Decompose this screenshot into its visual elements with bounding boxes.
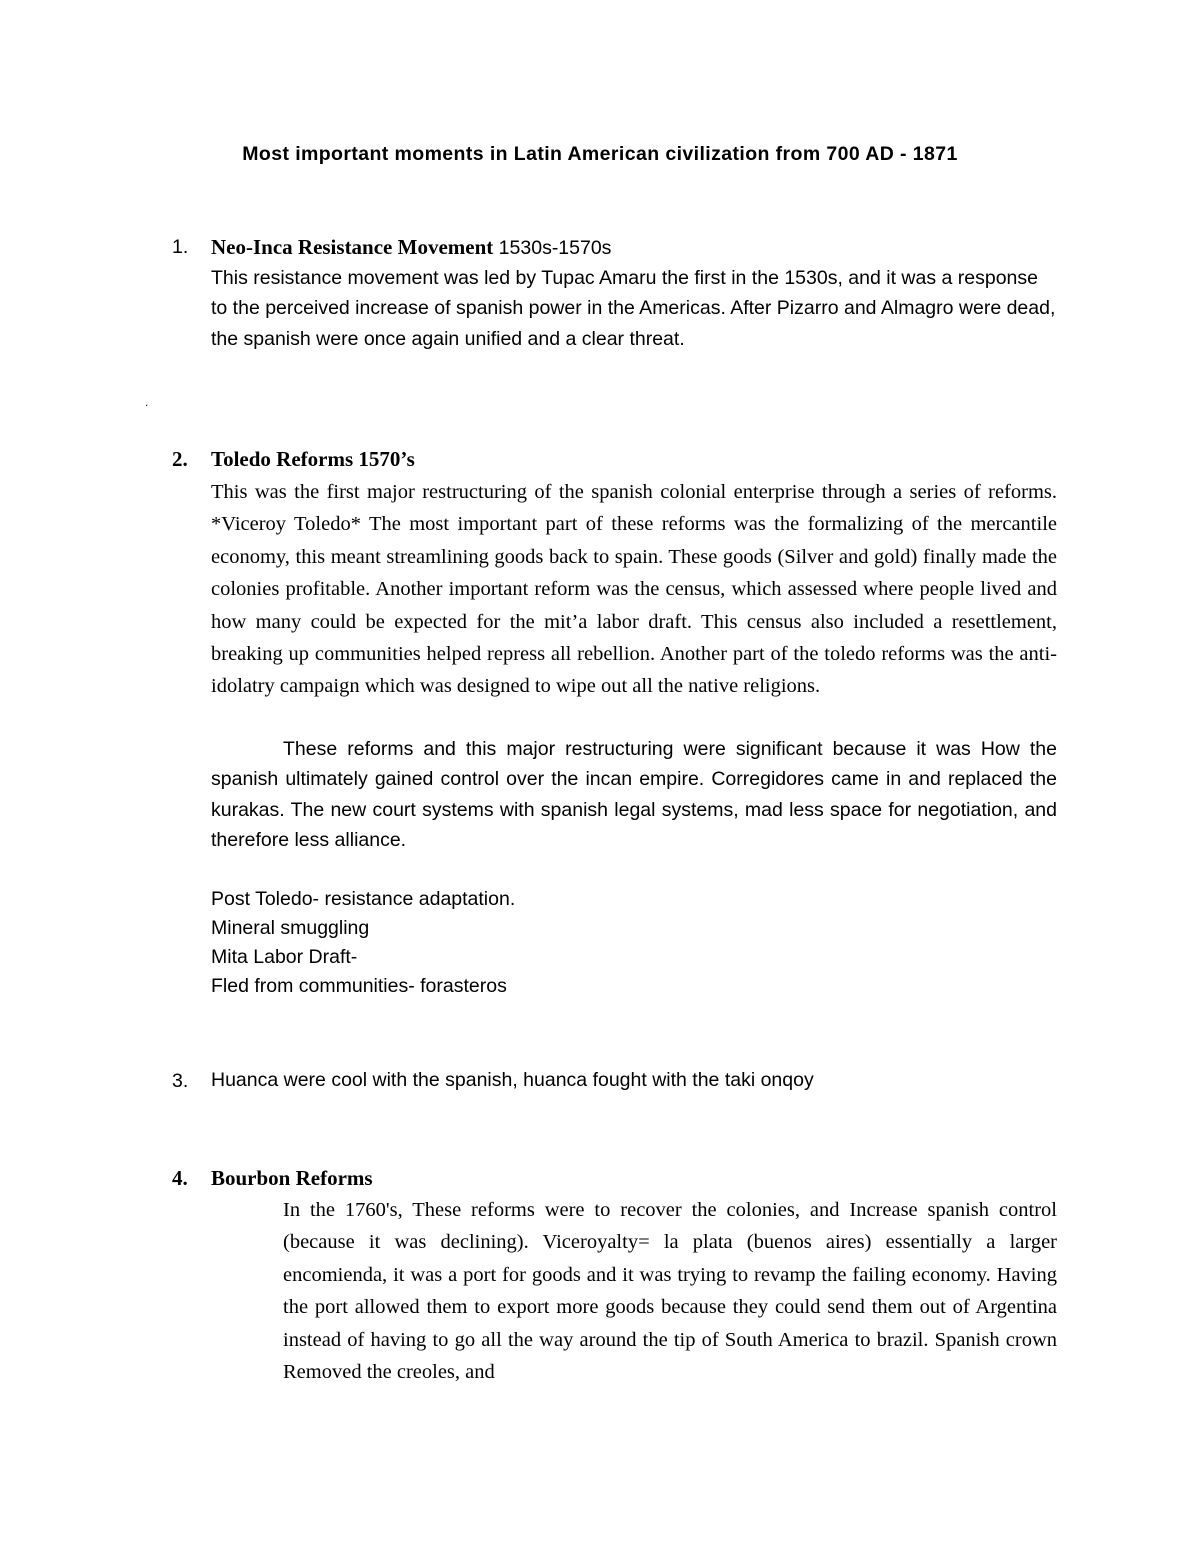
document-title: Most important moments in Latin American civilization from 700 AD - 1871 [242,143,958,165]
item-1-years: 1530s-1570s [493,237,612,259]
item-1-body: This resistance movement was led by Tupac Amaru the first in the 1530s, and it was a response to the perceived increase of spanish power in the Americas. After Pizarro and Almagro were dead, the spanish were once again unified and a clear threat. [211,267,1056,350]
item-1-number: 1. [172,236,189,258]
item-2-note: Mineral smuggling [211,917,370,939]
item-4-number: 4. [172,1166,188,1190]
item-2-heading: Toledo Reforms 1570’s [211,447,415,471]
item-4-body: In the 1760's, These reforms were to recover the colonies, and Increase spanish control (because it was declining). Viceroyalty= la plata (buenos aires) essentially a larger encomienda, it was a port for goods and it was trying to revamp the failing economy. Having the port allowed them to export more goods because they could send them out of Argentina instead of having to go all the way around the tip of South America to brazil. Spanish crown Removed the creoles, and [283,1199,1057,1384]
item-3-number: 3. [172,1070,189,1092]
item-2-significance: These reforms and this major restructuring were significant because it was How the spanish ultimately gained control over the incan empire. Corregidores came in and replaced the kurakas. The new court systems with spanish legal systems, mad less space for negotiation, and therefore less alliance. [211,738,1057,851]
item-2-note: Mita Labor Draft- [211,946,358,968]
item-2-number: 2. [172,447,188,471]
item-2-body: This was the first major restructuring of the spanish colonial enterprise through a series of reforms. *Viceroy Toledo* The most important part of these reforms was the formalizing of the mercantile economy, this meant streamlining goods back to spain. These goods (Silver and gold) finally made the colonies profitable. Another important reform was the census, which assessed where people lived and how many could be expected for the mit’a labor draft. This census also included a resettlement, breaking up communities helped repress all rebellion. Another part of the toledo reforms was the anti-idolatry campaign which was designed to wipe out all the native religions. [211,481,1057,698]
item-4-heading-line [211,1163,373,1195]
item-3-body: Huanca were cool with the spanish, huanca fought with the taki onqoy [211,1069,814,1091]
item-2-note: Fled from communities- forasteros [211,975,507,997]
stray-mark: . [145,395,149,409]
item-1-heading-line [211,232,611,264]
item-2-heading-line [211,444,415,476]
item-4-heading: Bourbon Reforms [211,1166,373,1190]
item-2-note: Post Toledo- resistance adaptation. [211,888,516,910]
item-1-heading: Neo-Inca Resistance Movement [211,235,494,259]
